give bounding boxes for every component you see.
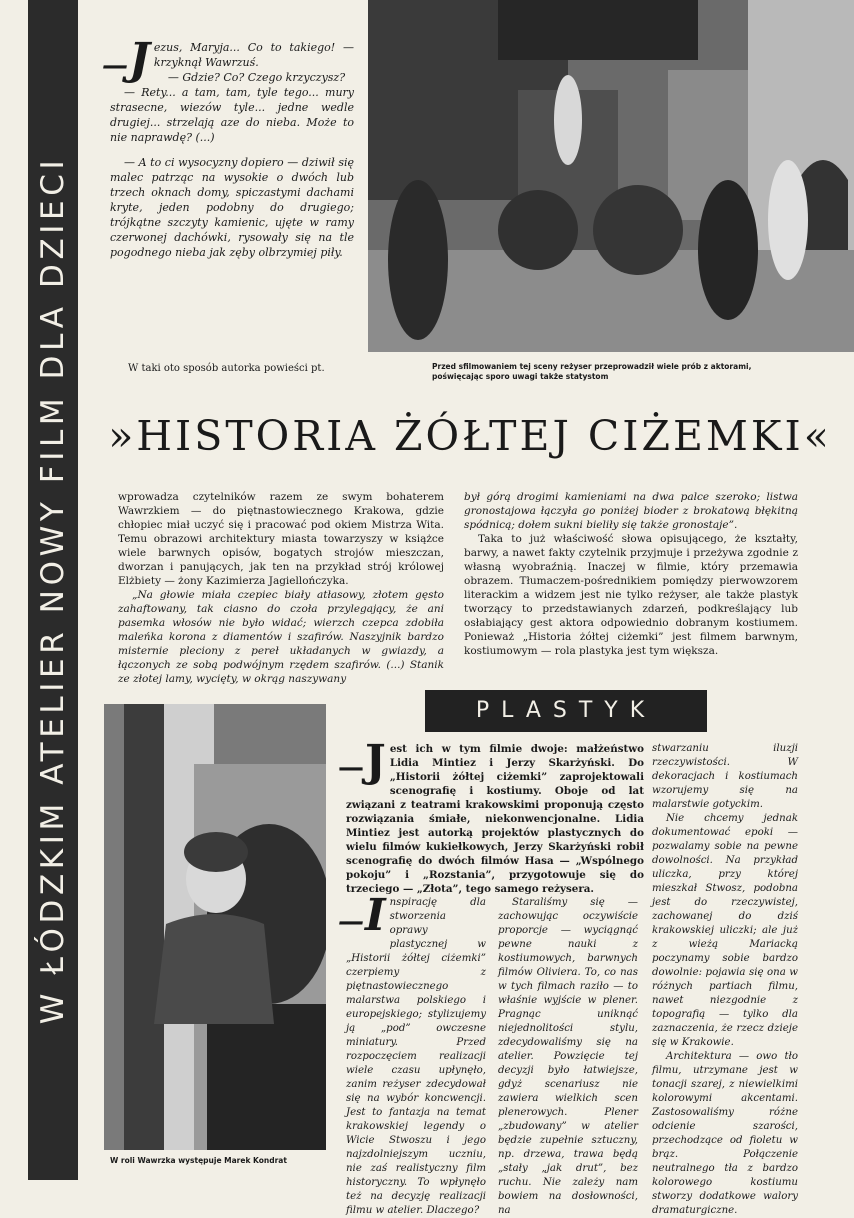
column-b-text: Staraliśmy się — zachowując oczywiście proporcje — wyciągnąć pewne nauki z kostiumowych, barwnych filmów Oliviera. To, co nas w tych filmach raziło — to właśnie wyjście w plener. Pragnąc uniknąć niejednolitości stylu, zdecydowaliśmy się na atelier. Powzięcie tej decyzji było łatwiejsze, gdyż scenariusz nie zawiera wielkich scen plenerowych. Plener „zbudowany” w atelier będzie zupełnie sztuczny, np. drzewa, trawa będą „stały „jak drut”, bez ruchu. Nie zależy nam bowiem na dosłowności, na: [498, 897, 638, 1216]
actor-photo-caption: W roli Wawrzka występuje Marek Kondrat: [110, 1156, 287, 1165]
plastyk-lead: [346, 736, 644, 896]
body-column-2: [464, 490, 798, 658]
actor-photo: [104, 704, 326, 1150]
column-a-text: nspirację dla stworzenia oprawy plastycznej w „Historii żółtej ciżemki” czerpiemy z piętnastowiecznego malarstwa polskiego i europejskiego; stylizujemy ją „pod” owczesne miniatury. Przed rozpoczęciem realizacji wiele czasu upłynęło, zanim reżyser zdecydował się na wybór koncwencji. Jest to fantazja na temat krakowskiej legendy o Wicie Stwoszu i jego najzdolniejszym uczniu, nie zaś realistyczny film historyczny. To wpłynęło też na decyzję realizacji filmu w atelier. Dlaczego?: [346, 897, 486, 1216]
intro-paragraph-3: — Rety... a tam, tam, tyle tego... mury strasecne, wiezów tyle... jedne wedle drugiej... strzelają aze do nieba. Może to nie naprawdę? (...): [110, 86, 354, 144]
section-heading: W ŁÓDZKIM ATELIER NOWY FILM DLA DZIECI: [35, 155, 71, 1025]
intro-paragraph-1: ezus, Maryja... Co to takiego! — krzyknął Wawrzuś.: [153, 41, 354, 69]
lead-dropcap: — J: [338, 744, 386, 786]
column-c-paragraph-2: Nie chcemy jednak dokumentować epoki — pozwalamy sobie na pewne dowolności. Na przykład uliczka, przy której mieszkał Stwosz, podobna jest do rzeczywistej, zachowanej do dziś krakowskiej uliczki; ale już z wieżą Mariacką poczynamy sobie bardzo dowolnie: pojawia się ona w różnych partiach filmu, nawet niezgodnie z topografią — tylko dla zaznaczenia, że rzecz dzieje się w Krakowie.: [652, 813, 798, 1048]
intro-paragraph-2: — Gdzie? Co? Czego krzyczysz?: [167, 71, 346, 84]
intro-paragraph-4: — A to ci wysocyzny dopiero — dziwił się malec patrząc na wysokie o dwóch lub trzech oknach domy, spiczastymi dachami kryte, jeden podobny do drugiego; trójkątne szczyty kamienic, ujęte w ramy czerwonej dachówki, rysowały się na tle pogodnego nieba jak zęby olbrzymiej piły.: [110, 156, 354, 259]
column-c-paragraph-3: Architektura — owo tło filmu, utrzymane jest w tonacji szarej, z niewielkimi kolorowymi akcentami. Zastosowaliśmy różne odcienie szarości, przechodzące od fioletu w brąz. Połączenie neutralnego tła z bardzo kolorowego kostiumu stworzy dodatkowe walory dramaturgiczne.: [652, 1051, 798, 1216]
film-set-photo: [368, 0, 854, 352]
section-banner: PLASTYK: [425, 690, 707, 732]
film-set-photo-caption: Przed sfilmowaniem tej sceny reżyser przeprowadził wiele prób z aktorami, poświęcając sporo uwagi także statystom: [432, 362, 752, 381]
vertical-section-band: [28, 0, 78, 1180]
column-2-paragraph-2: Taka to już właściwość słowa opisującego, że kształty, barwy, a nawet fakty czytelnik przyjmuje i przeżywa zgodnie z własną wyobraźnią. Inaczej w filmie, który przemawia obrazem. Tłumaczem-pośrednikiem pomiędzy pierwowzorem literackim a widzem jest nie tylko reżyser, ale także plastyk tworzący to przedstawianych zdarzeń, podkreślający lub osłabiający gest aktora odpowiednio dobranym kostiumem. Ponieważ „Historia żółtej ciżemki” jest filmem barwnym, kostiumowym — rola plastyka jest tym większa.: [464, 533, 798, 657]
column-a-dropcap: — I: [338, 898, 386, 940]
plastyk-column-a: [346, 890, 486, 1218]
lead-text: est ich w tym filmie dwoje: małżeństwo Lidia Mintiez i Jerzy Skarżyński. Do „Historii żółtej ciżemki” zaprojektowali scenografię i kostiumy. Oboje od lat związani z teatrami krakowskimi proponują często rozwiązania śmiałe, niekonwencjonalne. Lidia Mintiez jest autorką projektów plastycznych do wielu filmów kukiełkowych, Jerzy Skarżyński robił scenografię do dwóch filmów Hasa — „Wspólnego pokoju” i „Rozstania”, przygotowuje się do trzeciego — „Złota”, tego samego reżysera.: [346, 743, 644, 895]
intro-dropcap: — J: [102, 42, 150, 84]
body-column-1: [118, 490, 444, 686]
intro-text: [110, 34, 354, 260]
intro-lead-in: W taki oto sposób autorka powieści pt.: [128, 363, 325, 374]
plastyk-column-c: [652, 742, 798, 1218]
article-title: »HISTORIA ŻÓŁTEJ CIŻEMKI«: [108, 412, 832, 460]
column-1-paragraph-2: „Na głowie miała czepiec biały atłasowy, złotem gęsto zahaftowany, tak ciasno do czoła przylegający, że ani pasemka włosów nie było widać; wierzch czepca zdobiła maleńka korona z diamentów i szafirów. Naszyjnik bardzo misternie pleciony z pereł układanych w gwiazdy, a łączonych ze sobą podwójnym rzędem szafirów. (...) Stanik ze złotej lamy, wycięty, w okrąg naszywany: [118, 589, 444, 685]
column-2-paragraph-1: był górą drogimi kamieniami na dwa palce szeroko; listwa gronostajowa łączyła go poniżej bioder z brokatową błękitną spódnicą; dołem sukni bieliły się także gronostaje”.: [464, 491, 798, 531]
column-1-paragraph-1: wprowadza czytelników razem ze swym bohaterem Wawrzkiem — do piętnastowiecznego Krakowa, gdzie chłopiec miał uczyć się i pracować pod okiem Mistrza Wita. Temu obrazowi architektury miasta towarzyszy w książce wiele barwnych opisów, bogatych strojów mieszczan, dworzan i panujących, jak ten na przykład strój królowej Elżbiety — żony Kazimierza Jagiellończyka.: [118, 491, 444, 587]
column-c-paragraph-1: stwarzaniu iluzji rzeczywistości. W dekoracjach i kostiumach wzorujemy się na malarstwie gotyckim.: [652, 743, 798, 810]
plastyk-column-b: [498, 896, 638, 1218]
